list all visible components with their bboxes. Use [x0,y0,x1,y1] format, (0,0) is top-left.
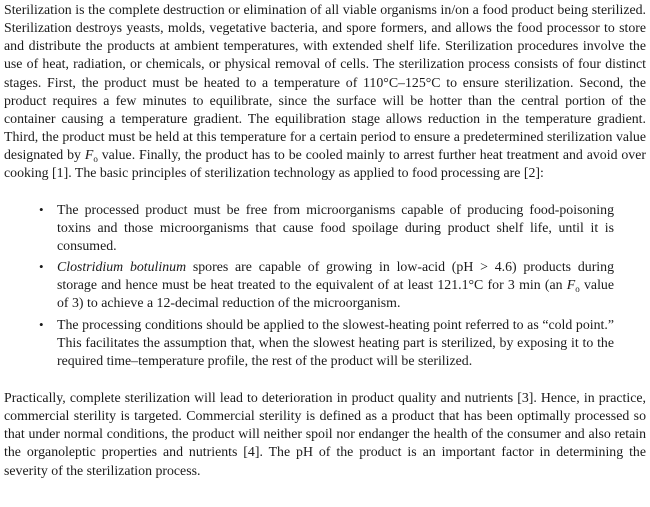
principles-list [4,201,646,370]
f-subscript: o [575,284,580,295]
bullet-icon: • [39,259,44,275]
f-subscript: o [93,154,98,165]
bullet-icon: • [39,201,44,217]
paragraph1-text: Sterilization is the complete destruction or elimination of all viable organisms in/on a food product being sterilized. Sterilization destroys yeasts, molds, vegetative bacteria, and spore formers, and allows the food processor to store and distribute the products at ambient temperatures, with extended shelf life. Sterilization procedures involve the use of heat, radiation, or chemicals, or physical removal of cells. The sterilization process consists of four distinct stages. First, the product must be heated to a temperature of 110°C–125°C to ensure sterilization. Second, the product requires a few minutes to equilibrate, since the surface will be hotter than the central portion of the container causing a temperature gradient. The equilibration stage allows reduction in the temperature gradient. Third, the product must be held at this temperature for a certain period to ensure a predetermined sterilization value designated by [4,2,646,163]
f-symbol: F [84,147,94,163]
organism-name: Clostridium botulinum [57,259,187,275]
paragraph-commercial-sterility [4,389,646,480]
list-item-text: The processing conditions should be applied to the slowest-heating point referred to as “cold point.” This facilitates the assumption that, when the slowest heating part is sterilized, by exposing it to the required time–temperature profile, the rest of the product will be sterilized. [57,316,614,368]
document-page [4,1,646,480]
list-item-text-continued: value of 3) to achieve a 12-decimal reduction of the microorganism. [57,277,614,311]
paragraph-sterilization-definition [4,1,646,183]
paragraph2-text: Practically, complete sterilization will lead to deterioration in product quality and nutrients [3]. Hence, in practice, commercial sterility is targeted. Commercial sterility is defined as a product that has been optimally processed so that under normal conditions, the product will neither spoil nor endanger the health of the consumer and also retain the organoleptic properties and nutrients [4]. The pH of the product is an important factor in determining the severity of the sterilization process. [4,389,646,478]
bullet-icon: • [39,316,44,332]
paragraph1-text-after: value. Finally, the product has to be cooled mainly to arrest further heat treatment and avoid over cooking [1]. The basic principles of sterilization technology as applied to food processing are [2]: [4,147,646,181]
list-item [4,258,646,312]
list-item [4,316,646,370]
list-item [4,201,646,255]
list-item-text: spores are capable of growing in low-acid (pH > 4.6) products during storage and hence must be heat treated to the equivalent of at least 121.1°C for 3 min (an [57,259,614,293]
f-symbol: F [566,277,576,293]
list-item-text: The processed product must be free from microorganisms capable of producing food-poisoning toxins and those microorganisms that cause food spoilage during product shelf life, until it is consumed. [57,201,614,253]
